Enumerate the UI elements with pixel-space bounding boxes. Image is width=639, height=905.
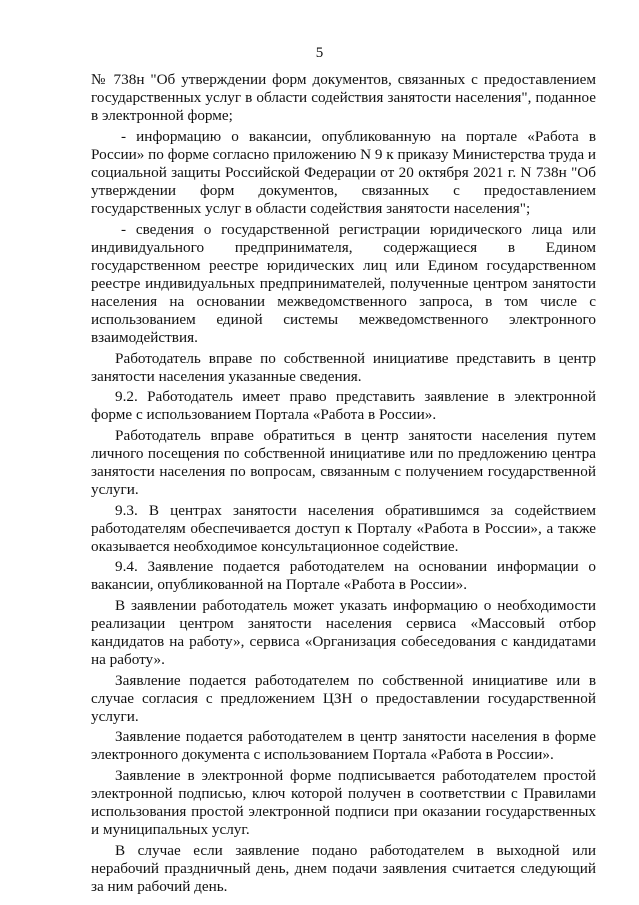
paragraph-electronic-signature: Заявление в электронной форме подписывается работодателем простой электронной подписью, ключ которой получен в соответствии с Правилами использования простой электронной подписи при оказании государственных и муниципальных услуг.: [91, 766, 596, 839]
document-body: [91, 71, 596, 898]
paragraph-electronic-document: Заявление подается работодателем в центр занятости населения в форме электронного документа с использованием Портала «Работа в России».: [91, 728, 596, 764]
page-number: 5: [315, 45, 324, 61]
paragraph-9-3: 9.3. В центрах занятости населения обратившимся за содействием работодателям обеспечивается доступ к Порталу «Работа в России», а также оказывается необходимое консультационное содействие.: [91, 501, 596, 555]
paragraph-9-4: 9.4. Заявление подается работодателем на основании информации о вакансии, опубликованной на Портале «Работа в России».: [91, 558, 596, 594]
paragraph-services: В заявлении работодатель может указать информацию о необходимости реализации центром занятости населения сервиса «Массовый отбор кандидатов на работу», сервиса «Организация собеседования с кандидатами на работу».: [91, 596, 596, 669]
paragraph-own-initiative: Заявление подается работодателем по собственной инициативе или в случае согласия с предложением ЦЗН о предоставлении государственной услуги.: [91, 671, 596, 725]
paragraph-employer-initiative: Работодатель вправе по собственной инициативе представить в центр занятости населения указанные сведения.: [91, 349, 596, 385]
paragraph-personal-visit: Работодатель вправе обратиться в центр занятости населения путем личного посещения по собственной инициативе или по предложению центра занятости населения по вопросам, связанным с получением государственной услуги.: [91, 426, 596, 499]
paragraph-registration-info: - сведения о государственной регистрации юридического лица или индивидуального предпринимателя, содержащиеся в Едином государственном реестре юридических лиц или Едином государственном реестре индивидуальных предпринимателей, полученные центром занятости населения на основании межведомственного запроса, в том числе с использованием единой системы межведомственного электронного взаимодействия.: [91, 220, 596, 347]
paragraph-9-2: 9.2. Работодатель имеет право представить заявление в электронной форме с использованием Портала «Работа в России».: [91, 388, 596, 424]
paragraph-holiday-submission: В случае если заявление подано работодателем в выходной или нерабочий праздничный день, днем подачи заявления считается следующий за ним рабочий день.: [91, 841, 596, 895]
paragraph-order-reference: № 738н "Об утверждении форм документов, связанных с предоставлением государственных услуг в области содействия занятости населения", поданное в электронной форме;: [91, 71, 596, 125]
paragraph-vacancy-info: - информацию о вакансии, опубликованную на портале «Работа в России» по форме согласно приложению N 9 к приказу Министерства труда и социальной защиты Российской Федерации от 20 октября 2021 г. N 738н "Об утверждении форм документов, связанных с предоставлением государственных услуг в области содействия занятости населения";: [91, 127, 596, 218]
